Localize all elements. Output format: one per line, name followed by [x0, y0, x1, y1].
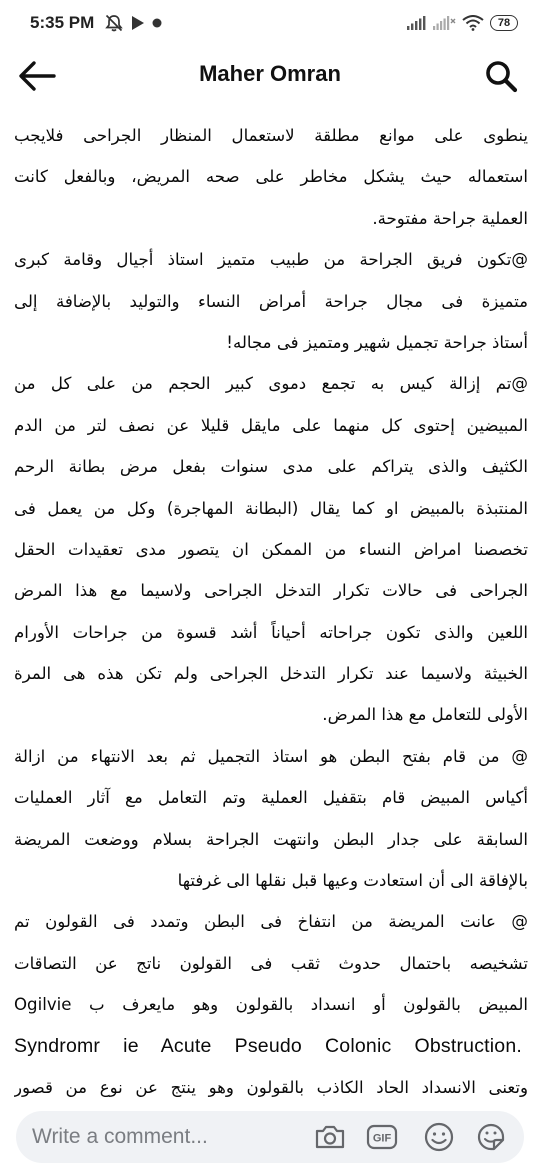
post-text-line: السابقة على جدار البطن وانتهت الجراحة بسلام ووضعت المريضة: [14, 829, 528, 849]
back-arrow-icon[interactable]: [18, 60, 58, 92]
status-right-icons: [406, 15, 518, 31]
post-text-line: @تكون فريق الجراحة من طبيب متميز استاذ أجيال وقامة كبرى: [14, 250, 528, 270]
post-text-line: أستاذ جراحة تجميل شهير ومتميز فى مجاله!: [226, 332, 528, 352]
gif-icon[interactable]: [365, 1120, 399, 1154]
emoji-icon[interactable]: [422, 1120, 456, 1154]
post-text-line: المبيض بالقولون أو انسداد بالقولون وهو مايعرف ب Ogilvie: [14, 995, 528, 1015]
comment-input-container: [16, 1111, 524, 1163]
gif-label: GIF: [372, 1132, 392, 1145]
play-store-icon: [131, 15, 145, 31]
status-bar: [0, 0, 540, 46]
post-text-line: تشخيصه باحتمال حدوث ثقب فى القولون ناتج عن التصاقات: [14, 953, 528, 973]
post-text-line: اللعين والذى تكون جراحاته أحياناً أشد قسوة من جراحات الأورام: [14, 622, 528, 642]
camera-icon[interactable]: [313, 1120, 347, 1154]
post-text-line: الخبيثة ولاسيما عند تكرار التدخل الجراحى ولم تكن هذه هى المرة: [14, 664, 528, 684]
post-text-line: Syndromr ie Acute Pseudo Colonic Obstruction.: [14, 1034, 522, 1057]
wifi-icon: [462, 15, 484, 31]
post-text-line: المنتبذة بالمبيض او كما يقال (البطانة المهاجرة) وكل من يعمل فى: [14, 498, 528, 518]
post-text-line: تخصصنا امراض النساء من الممكن ان يتصور مدى تعقيدات الحقل: [14, 539, 528, 559]
app-header: [0, 46, 540, 106]
post-text-line: بالإفاقة الى أن استعادت وعيها قبل نقلها الى غرفتها: [177, 871, 528, 891]
silent-notification-icon: [104, 14, 124, 32]
post-text-line: متميزة فى مجال جراحة أمراض النساء والتوليد بالإضافة إلى: [14, 291, 528, 311]
post-text-line: استعماله حيث يشكل مخاطر على صحه المريض، وبالفعل كانت: [14, 167, 528, 187]
sticker-icon[interactable]: [474, 1120, 508, 1154]
notification-dot-icon: [152, 18, 162, 28]
post-text-line: @تم إزالة كيس به تجمع دموى كبير الحجم من على كل من: [14, 374, 528, 394]
post-text-line: ينطوى على موانع مطلقة لاستعمال المنظار الجراحى فلايجب: [14, 126, 528, 145]
comment-input[interactable]: [32, 1111, 302, 1163]
page-title: Maher Omran: [199, 61, 341, 86]
signal-icon: [406, 16, 426, 30]
post-text-line: أكياس المبيض قام بتقفيل العملية وتم التعامل مع آثار العمليات: [14, 788, 528, 808]
comment-bar: [0, 1108, 540, 1170]
post-text-line: الجراحى فى حالات تكرار التدخل الجراحى ولاسيما مع هذا المرض: [14, 581, 528, 601]
status-time: 5:35 PM: [30, 13, 95, 32]
post-text-line: العملية جراحة مفتوحة.: [372, 208, 528, 228]
post-text-line: الكثيف والذى يتراكم على مدى سنوات بفعل مرض بطانة الرحم: [14, 457, 528, 477]
post-text-line: @ عانت المريضة من انتفاخ فى البطن وتمدد فى القولون تم: [14, 912, 528, 932]
battery-indicator: 78: [490, 15, 518, 31]
search-icon[interactable]: [484, 59, 518, 93]
post-text-line: @ من قام بفتح البطن هو استاذ التجميل ثم بعد الانتهاء من ازالة: [14, 746, 528, 766]
signal-no-service-icon: [432, 16, 456, 30]
status-left-icons: [104, 14, 162, 32]
post-text-line: الأولى للتعامل مع هذا المرض.: [322, 705, 528, 725]
post-text-line: المبيضين إحتوى كل منهما على مايقل قليلا عن نصف لتر من الدم: [14, 415, 528, 435]
post-body: [14, 115, 528, 1105]
post-text-line: وتعنى الانسداد الحاد الكاذب بالقولون وهو ينتج عن نوع من قصور: [14, 1077, 528, 1097]
